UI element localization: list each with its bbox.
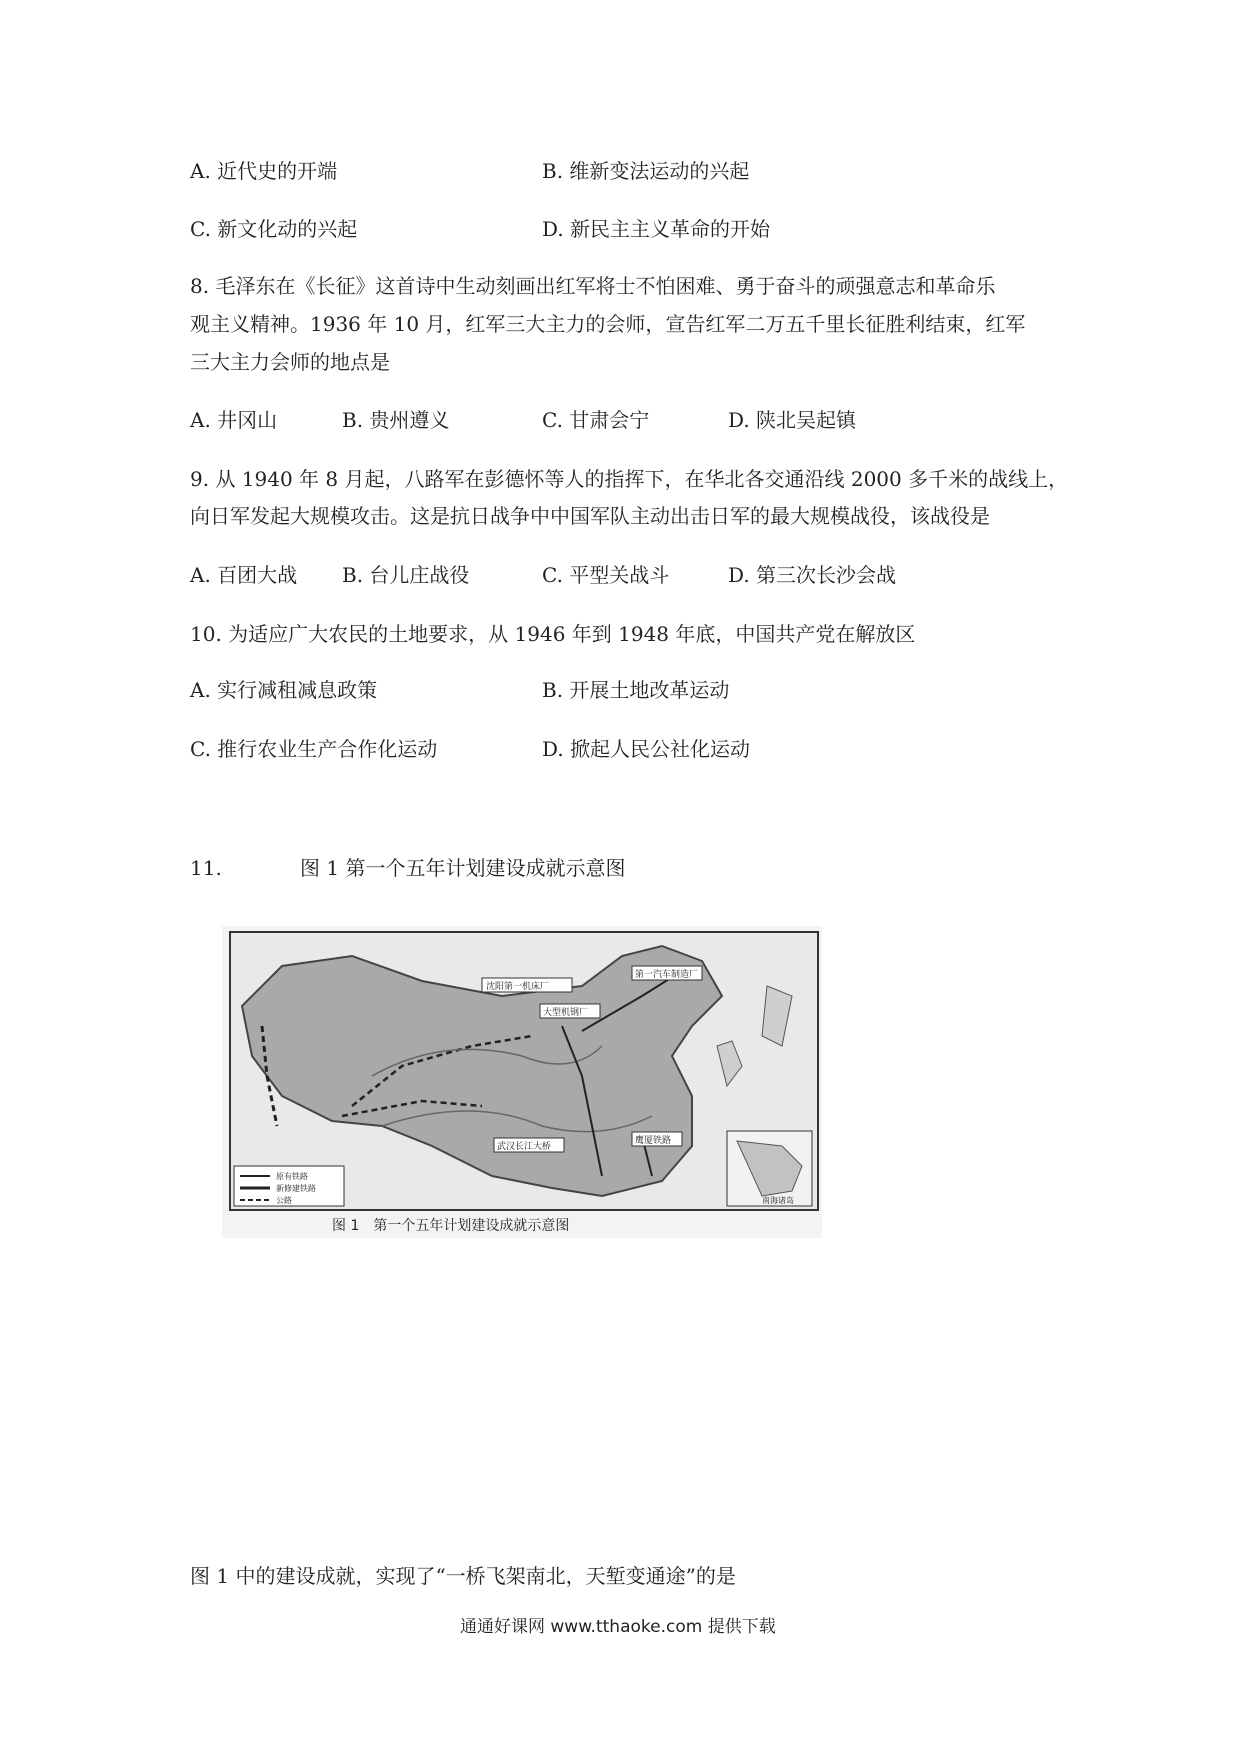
q7-option-d: D. 新民主主义革命的开始 [542, 217, 771, 241]
q7-option-a: A. 近代史的开端 [190, 159, 338, 183]
legend-label3: 公路 [276, 1196, 292, 1205]
five-year-plan-map [222, 926, 822, 1238]
q8-stem-line3: 三大主力会师的地点是 [190, 350, 390, 374]
label-railway: 鹰厦铁路 [635, 1136, 672, 1146]
q9-option-d: D. 第三次长沙会战 [728, 563, 897, 587]
inset-label: 南海诸岛 [762, 1196, 794, 1205]
legend-label1: 原有铁路 [276, 1172, 308, 1181]
footer-download-note: 通通好课网 www.tthaoke.com 提供下载 [460, 1617, 776, 1637]
q9-option-b: B. 台儿庄战役 [342, 563, 470, 587]
q9-option-c: C. 平型关战斗 [542, 563, 670, 587]
legend-label2: 新修建铁路 [276, 1184, 316, 1193]
q10-option-a: A. 实行减租减息政策 [190, 678, 378, 702]
map-svg [222, 926, 822, 1238]
q9-stem-line2: 向日军发起大规模攻击。这是抗日战争中中国军队主动出击日军的最大规模战役，该战役是 [190, 504, 990, 528]
q7-option-b: B. 维新变法运动的兴起 [542, 159, 750, 183]
label-factory2: 第一汽车制造厂 [635, 970, 699, 980]
q8-option-b: B. 贵州遵义 [342, 408, 450, 432]
q10-stem: 10. 为适应广大农民的土地要求，从 1946 年到 1948 年底，中国共产党在解放区 [190, 622, 916, 646]
q8-option-c: C. 甘肃会宁 [542, 408, 650, 432]
map-caption: 图 1 第一个五年计划建设成就示意图 [332, 1218, 570, 1234]
q8-stem-line2: 观主义精神。1936 年 10 月，红军三大主力的会师，宣告红军二万五千里长征胜利结束，红军 [190, 312, 1026, 336]
q9-option-a: A. 百团大战 [190, 563, 298, 587]
q11-question: 图 1 中的建设成就，实现了“一桥飞架南北，天堑变通途”的是 [190, 1564, 736, 1588]
q8-option-a: A. 井冈山 [190, 408, 278, 432]
q7-option-c: C. 新文化动的兴起 [190, 217, 358, 241]
q10-option-d: D. 掀起人民公社化运动 [542, 737, 751, 761]
q11-figure-heading: 图 1 第一个五年计划建设成就示意图 [300, 856, 626, 880]
q11-number: 11. [190, 856, 222, 880]
q10-option-b: B. 开展土地改革运动 [542, 678, 730, 702]
q8-option-d: D. 陕北吴起镇 [728, 408, 857, 432]
q9-stem-line1: 9. 从 1940 年 8 月起，八路军在彭德怀等人的指挥下，在华北各交通沿线 2000 多千米的战线上， [190, 467, 1069, 491]
q8-stem-line1: 8. 毛泽东在《长征》这首诗中生动刻画出红军将士不怕困难、勇于奋斗的顽强意志和革命乐 [190, 274, 996, 298]
label-bridge: 武汉长江大桥 [497, 1142, 552, 1152]
q10-option-c: C. 推行农业生产合作化运动 [190, 737, 438, 761]
label-factory3: 大型机钢厂 [543, 1008, 589, 1018]
label-factory1: 沈阳第一机床厂 [486, 982, 550, 992]
